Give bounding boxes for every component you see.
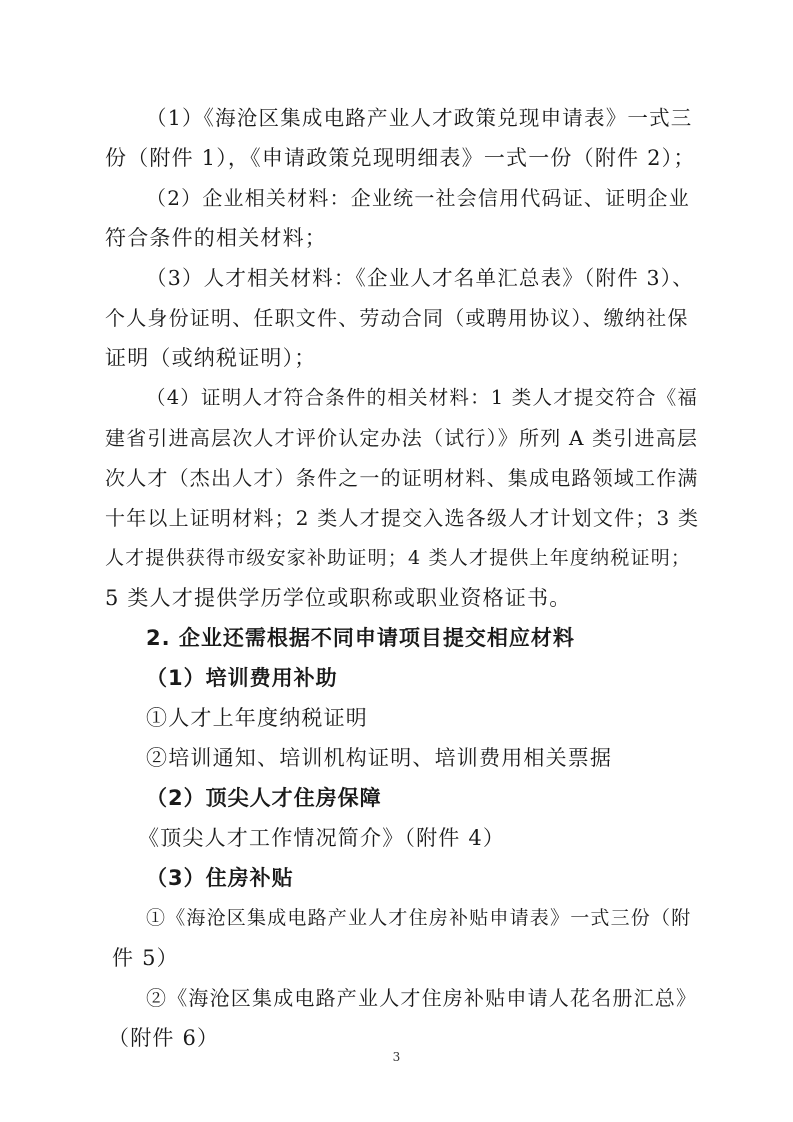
text-line-3: （2）企业相关材料：企业统一社会信用代码证、证明企业 <box>146 186 690 210</box>
text-line-5: （3）人才相关材料：《企业人才名单汇总表》（附件 3）、 <box>146 266 694 290</box>
subheading-housing-security: （2）顶尖人才住房保障 <box>146 786 382 810</box>
text-line-13: 5 类人才提供学历学位或职称或职业资格证书。 <box>105 586 572 610</box>
page-number: 3 <box>392 1050 401 1064</box>
text-line-17: ②培训通知、培训机构证明、培训费用相关票据 <box>146 746 613 770</box>
text-line-6: 个人身份证明、任职文件、劳动合同（或聘用协议）、缴纳社保 <box>105 306 689 330</box>
text-line-8: （4）证明人才符合条件的相关材料：1 类人才提交符合《福 <box>146 386 699 409</box>
text-line-24: （附件 6） <box>108 1026 220 1050</box>
section-heading-2: 2. 企业还需根据不同申请项目提交相应材料 <box>146 626 575 650</box>
text-line-4: 符合条件的相关材料； <box>105 226 327 250</box>
text-line-23: ②《海沧区集成电路产业人才住房补贴申请人花名册汇总》 <box>146 986 698 1010</box>
text-line-9: 建省引进高层次人才评价认定办法（试行）》所列 A 类引进高层 <box>105 426 699 450</box>
subheading-training-subsidy: （1）培训费用补助 <box>146 666 338 690</box>
text-line-21: ①《海沧区集成电路产业人才住房补贴申请表》一式三份（附 <box>146 907 692 929</box>
text-line-16: ①人才上年度纳税证明 <box>146 706 368 730</box>
text-line-7: 证明（或纳税证明）； <box>105 346 317 370</box>
text-line-10: 次人才（杰出人才）条件之一的证明材料、集成电路领域工作满 <box>105 466 699 490</box>
text-line-11: 十年以上证明材料；2 类人才提交入选各级人才计划文件；3 类 <box>105 506 700 530</box>
text-line-19: 《顶尖人才工作情况简介》（附件 4） <box>138 826 506 850</box>
subheading-housing-subsidy: （3）住房补贴 <box>146 866 294 890</box>
text-line-22: 件 5） <box>112 946 179 970</box>
text-line-12: 人才提供获得市级安家补助证明；4 类人才提供上年度纳税证明； <box>105 547 692 569</box>
text-line-1: （1）《海沧区集成电路产业人才政策兑现申请表》一式三 <box>146 106 693 130</box>
text-line-2: 份（附件 1），《申请政策兑现明细表》一式一份（附件 2）； <box>105 146 696 170</box>
